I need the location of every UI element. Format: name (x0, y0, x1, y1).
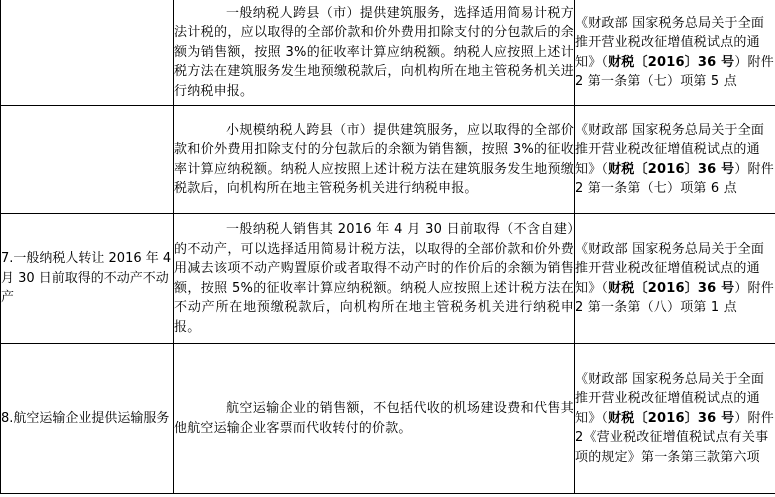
basis-suffix: ）附件 2 第一条第（八）项第 1 点 (575, 280, 774, 315)
policy-cell (174, 344, 575, 494)
basis-text (575, 121, 775, 199)
item-cell (1, 106, 174, 214)
policy-cell (174, 214, 575, 344)
basis-text (575, 240, 775, 318)
document-number: 财税〔2016〕36 号 (608, 280, 735, 296)
document-number: 财税〔2016〕36 号 (608, 410, 735, 426)
policy-text: 一般纳税人跨县（市）提供建筑服务，选择适用简易计税方法计税的，应以取得的全部价款和价外费用扣除支付的分包款后的余额为销售额，按照 3%的征收率计算应纳税额。纳税人应按照上述计税方法在建筑服务发生地预缴税款后，向机构所在地主管税务机关进行纳税申报。 (174, 5, 574, 99)
document-number: 财税〔2016〕36 号 (608, 54, 735, 70)
basis-text (575, 14, 775, 92)
basis-prefix: 《财政部 国家税务总局关于全面推开营业税改征增值税试点的通知》（ (575, 15, 765, 70)
basis-prefix: 《财政部 国家税务总局关于全面推开营业税改征增值税试点的通知》（ (575, 371, 765, 426)
table-row (1, 0, 775, 106)
basis-prefix: 《财政部 国家税务总局关于全面推开营业税改征增值税试点的通知》（ (575, 241, 765, 296)
basis-prefix: 《财政部 国家税务总局关于全面推开营业税改征增值税试点的通知》（ (575, 122, 765, 177)
item-cell: 7.一般纳税人转让 2016 年 4 月 30 日前取得的不动产不动产 (1, 214, 174, 344)
policy-cell (174, 0, 575, 106)
policy-text: 航空运输企业的销售额，不包括代收的机场建设费和代售其他航空运输企业客票而代收转付的价款。 (174, 401, 574, 436)
item-cell: 8.航空运输企业提供运输服务 (1, 344, 174, 494)
policy-cell (174, 106, 575, 214)
basis-cell (575, 214, 775, 344)
basis-text (575, 370, 775, 468)
table-row (1, 106, 775, 214)
basis-suffix: ）附件 2 第一条第（七）项第 5 点 (575, 54, 774, 89)
basis-cell (575, 344, 775, 494)
document-number: 财税〔2016〕36 号 (608, 161, 735, 177)
item-cell (1, 0, 174, 106)
policy-text: 一般纳税人销售其 2016 年 4 月 30 日前取得（不含自建）的不动产，可以选择适用简易计税方法，以取得的全部价款和价外费用减去该项不动产购置原价或者取得不动产时的作价后的余额为销售额，按照 5%的征收率计算应纳税额。纳税人应按照上述计税方法在不动产所在地预缴税款后，向机构所在地主管税务机关进行纳税申报。 (174, 222, 574, 335)
basis-cell (575, 0, 775, 106)
policy-text: 小规模纳税人跨县（市）提供建筑服务，应以取得的全部价款和价外费用扣除支付的分包款后的余额为销售额，按照 3%的征收率计算应纳税额。纳税人应按照上述计税方法在建筑服务发生地预缴税款后，向机构所在地主管税务机关进行纳税申报。 (174, 122, 574, 196)
basis-suffix: ）附件 2《营业税改征增值税试点有关事项的规定》第一条第三款第六项 (575, 410, 774, 465)
table-row (1, 214, 775, 344)
table-row (1, 344, 775, 494)
basis-suffix: ）附件 2 第一条第（七）项第 6 点 (575, 161, 774, 196)
basis-cell (575, 106, 775, 214)
